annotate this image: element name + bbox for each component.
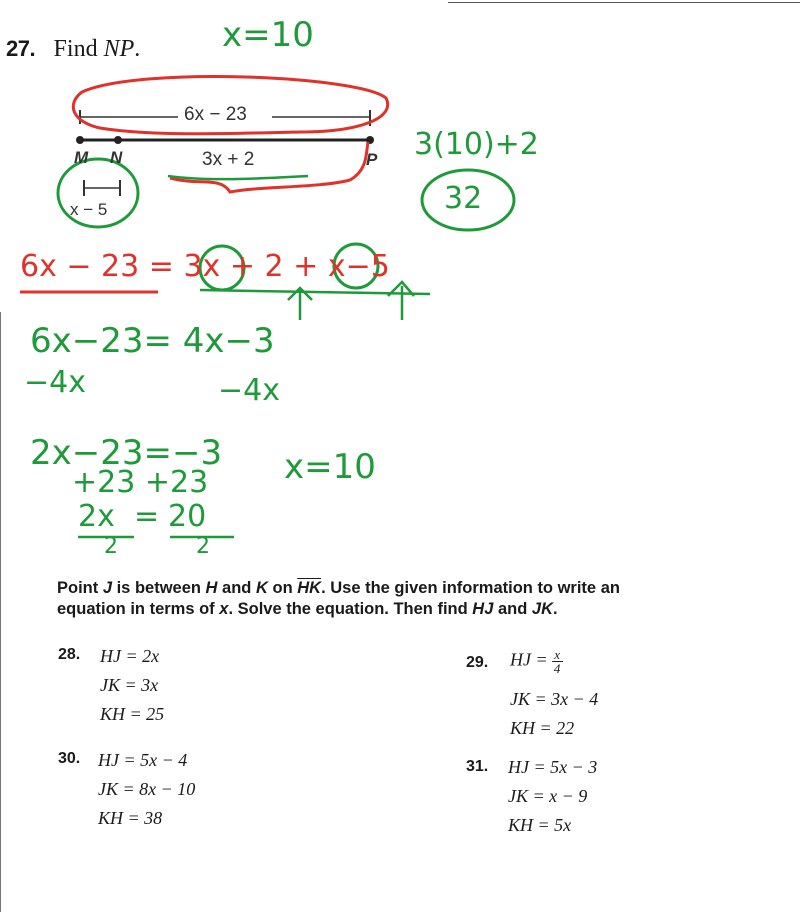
step3-equals: = [134, 499, 160, 534]
handwritten-result: 32 [444, 181, 483, 216]
instr-text: and [217, 579, 256, 597]
problem-30-line-1: HJ = 5x − 4 [98, 750, 188, 770]
instr-text: . Solve the equation. Then find [228, 600, 473, 618]
step3-left-numerator: 2x [78, 499, 115, 534]
problem-28-number: 28. [58, 646, 81, 663]
problem-29-line-2: JK = 3x − 4 [510, 689, 599, 709]
point-p-label: P [366, 150, 378, 169]
red-equation-minus5: −5 [345, 249, 390, 284]
main-segment [76, 136, 374, 144]
top-segment-label: 6x − 23 [184, 104, 247, 125]
find-target: NP [103, 36, 135, 62]
red-equation-left: 6x − 23 = [20, 249, 174, 284]
point-m-label: M [74, 148, 89, 167]
middle-segment-label: 3x + 2 [202, 149, 255, 170]
problem-27-number: 27. [6, 36, 36, 61]
step3-right-numerator: 20 [168, 499, 207, 534]
problem-31 [466, 758, 488, 776]
instructions-line-2 [57, 599, 777, 620]
problem-30 [58, 750, 80, 768]
small-measure-line [84, 180, 120, 196]
instructions-line-1 [57, 578, 777, 599]
instr-text: is between [112, 579, 206, 597]
instr-j: J [102, 579, 113, 597]
instr-hk-segment: $\overline{HK}$ [297, 579, 322, 597]
fraction-denominator: 4 [553, 661, 561, 676]
instr-text: and [493, 600, 532, 618]
problem-31-line-2: JK = x − 9 [508, 786, 588, 806]
red-equation-term-3x: 3x [183, 249, 221, 284]
point-n-label: N [110, 148, 123, 167]
step2-answer: x=10 [284, 447, 376, 487]
instr-k: K [255, 579, 268, 597]
step2-equation: 2x−23=−3 [30, 433, 223, 473]
step3-left-denominator: 2 [104, 534, 118, 559]
handwritten-substitution: 3(10)+2 [414, 127, 539, 162]
find-period: . [134, 36, 141, 62]
problem-28 [58, 646, 80, 664]
left-border-line [0, 312, 1, 912]
instr-text: on [267, 579, 298, 597]
step2-add: +23 +23 [72, 465, 209, 500]
instr-text: . [553, 600, 558, 618]
red-equation-term-x: x [327, 249, 346, 284]
instr-x: x [219, 600, 229, 618]
problem-29-number: 29. [466, 654, 489, 671]
instructions [57, 578, 777, 620]
problem-29 [466, 654, 488, 672]
problem-29-hj-prefix: HJ = [510, 649, 548, 670]
red-brace-middle [170, 142, 368, 192]
step1-subtract-left: −4x [24, 365, 86, 400]
red-equation [20, 249, 390, 284]
find-label: Find [53, 36, 98, 62]
problem-30-number: 30. [58, 750, 81, 767]
instr-h: H [205, 579, 218, 597]
problem-31-line-1: HJ = 5x − 3 [508, 757, 598, 777]
instr-text: equation in terms of [57, 600, 220, 618]
instr-hj: HJ [472, 600, 494, 618]
handwritten-answer-top: x=10 [222, 15, 314, 55]
point-n-dot [114, 136, 122, 144]
problem-31-line-3: KH = 5x [508, 815, 572, 835]
problem-29-line-3: KH = 22 [510, 718, 575, 738]
step1-equation: 6x−23= 4x−3 [30, 321, 275, 361]
fraction-numerator: x [554, 647, 561, 662]
green-underline-middle [168, 176, 308, 179]
step1-subtract-right: −4x [218, 373, 280, 408]
instr-text: Point [57, 579, 103, 597]
problem-28-line-3: KH = 25 [100, 704, 165, 724]
problem-29-fraction [552, 648, 563, 675]
problem-28-line-1: HJ = 2x [100, 646, 160, 666]
instr-jk: JK [531, 600, 553, 618]
small-segment-label: x − 5 [70, 200, 108, 219]
problem-29-line-1 [510, 648, 563, 675]
problem-30-line-2: JK = 8x − 10 [98, 779, 196, 799]
problem-31-number: 31. [466, 758, 489, 775]
step3-right-denominator: 2 [196, 534, 210, 559]
red-equation-plus: + 2 + [229, 249, 319, 284]
point-m-dot [76, 136, 84, 144]
step3-fraction-bars [74, 534, 244, 540]
green-underline-equation [200, 290, 430, 294]
instr-text: . Use the given information to write an [321, 579, 620, 597]
problem-28-line-2: JK = 3x [100, 675, 159, 695]
problem-30-line-3: KH = 38 [98, 808, 163, 828]
